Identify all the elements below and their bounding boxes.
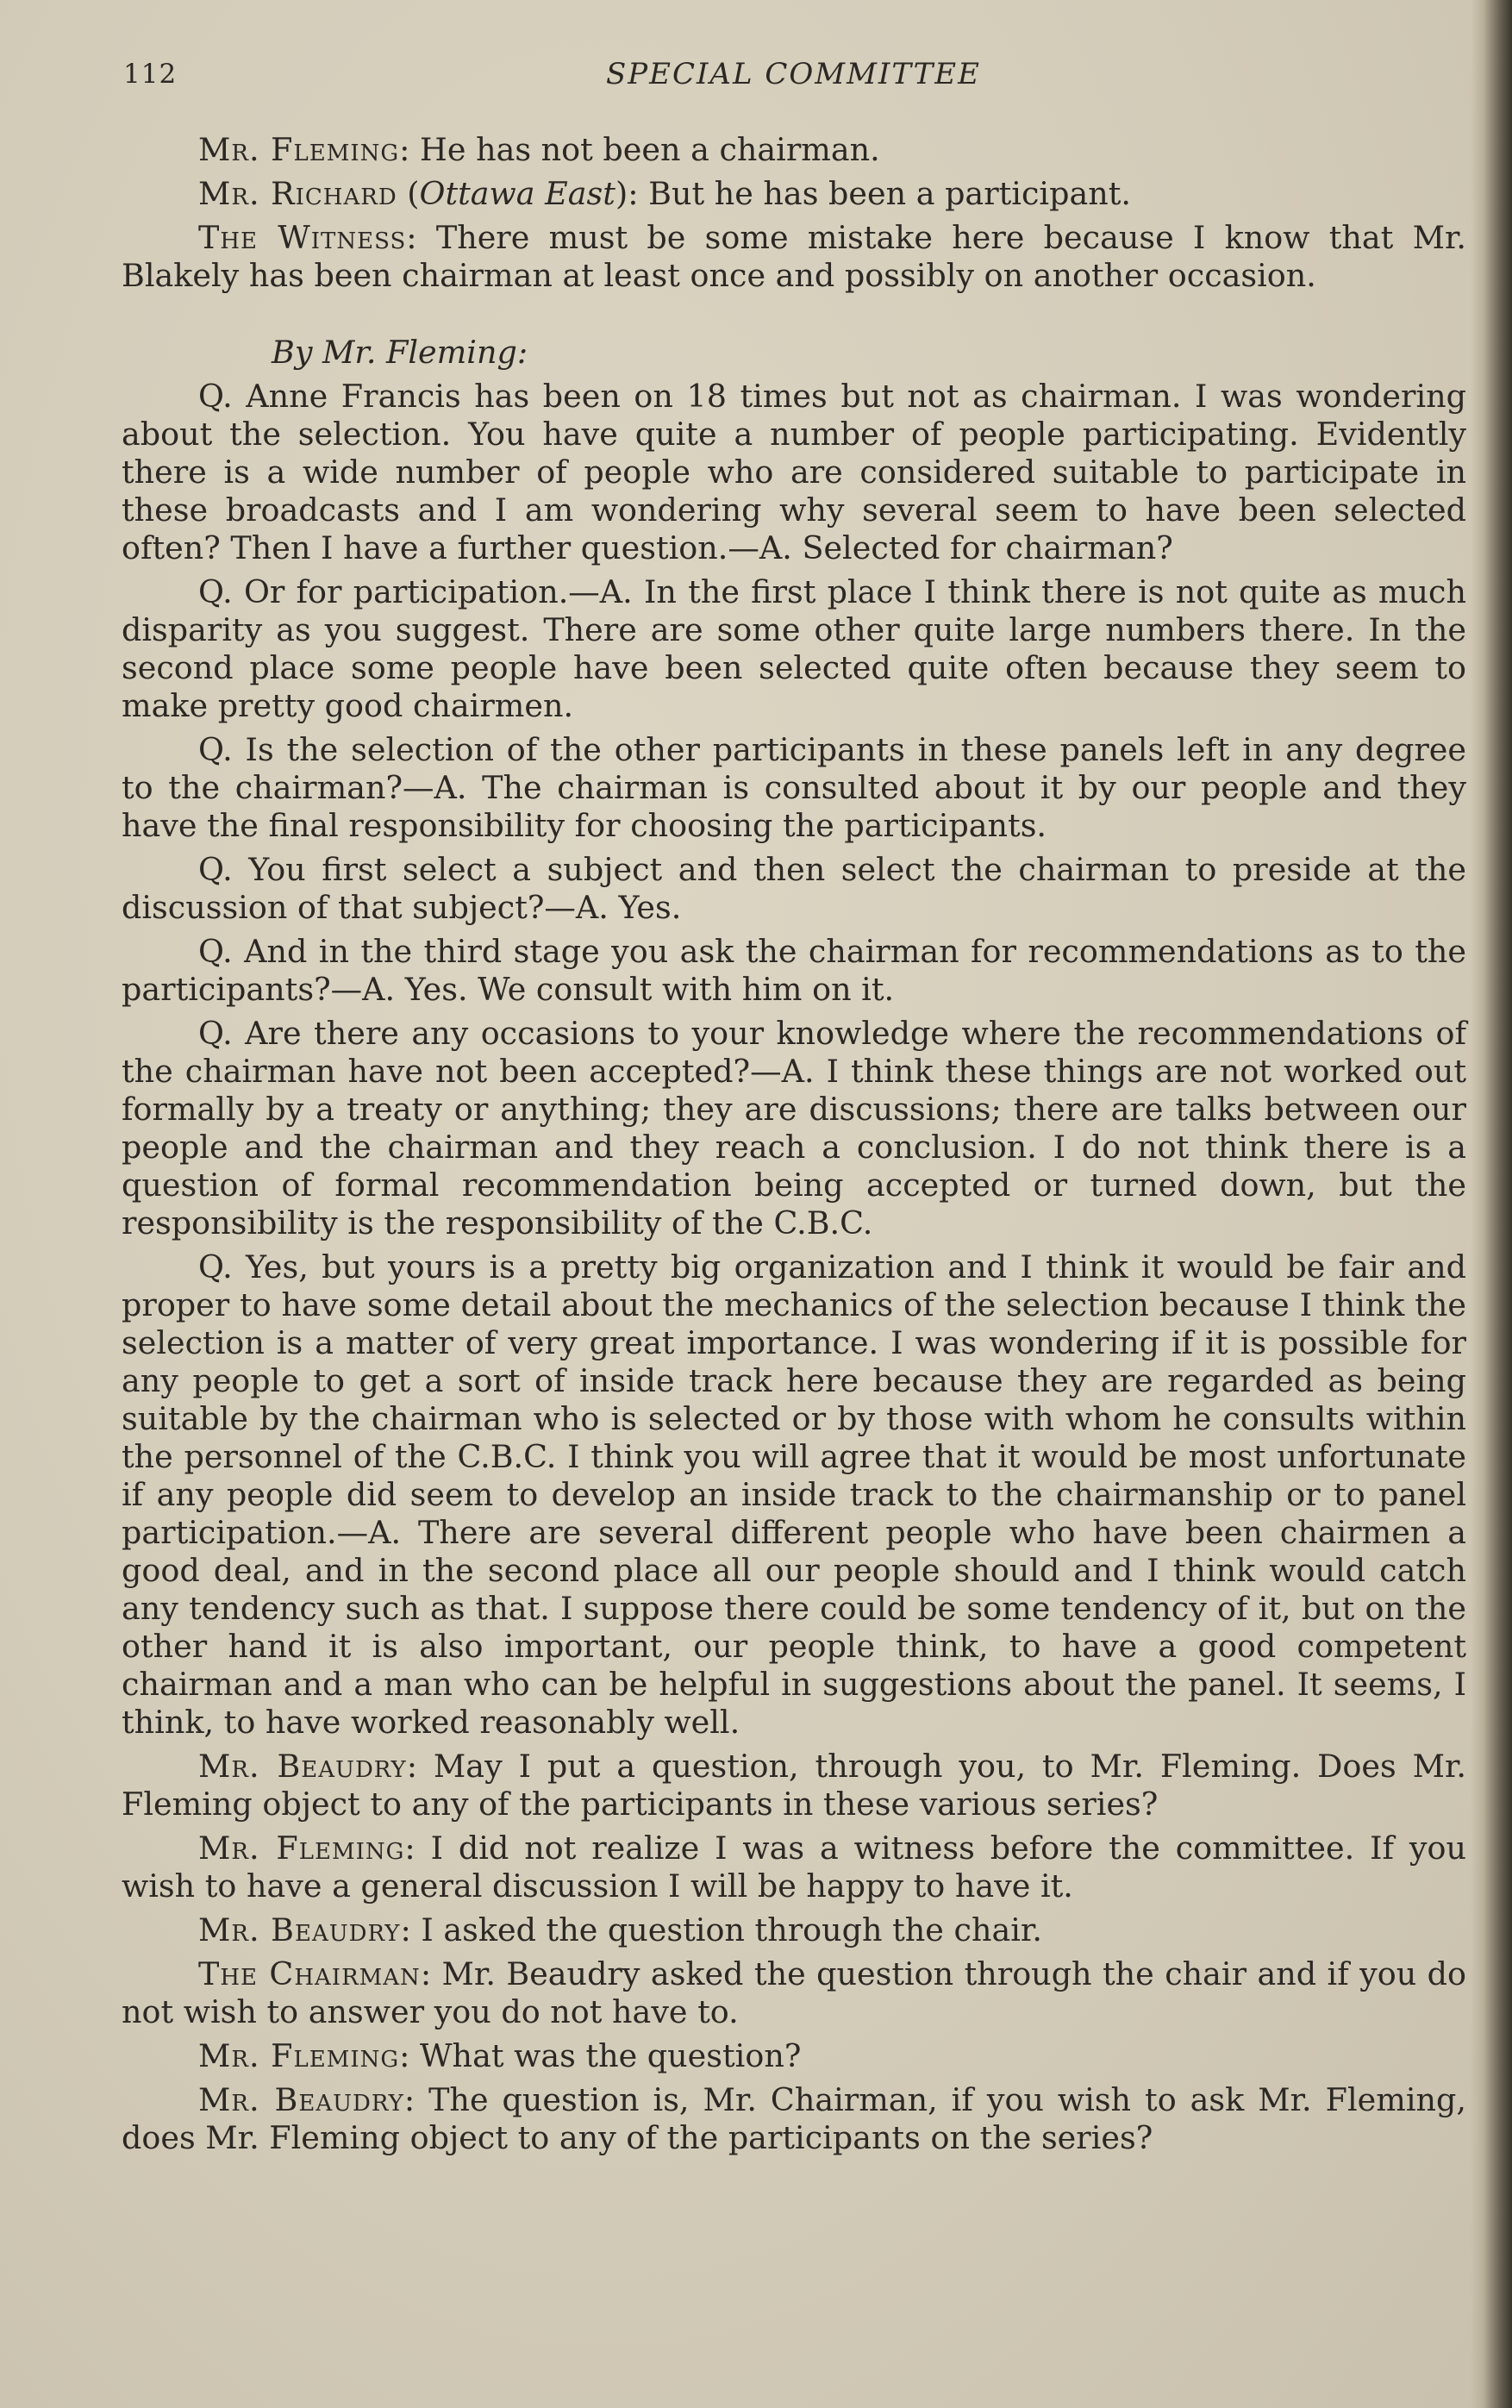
paragraph-2	[122, 175, 1466, 213]
speaker-name: The Witness	[198, 219, 407, 256]
question-answer-3: Q. Is the selection of the other participants in these panels left in any degree to the chairman?—A. The chairman is consulted about it by our people and they have the final responsibility for choosing the participants.	[122, 731, 1466, 844]
speech-text: : I asked the question through the chair.	[400, 1911, 1042, 1948]
speaker-name: Mr. Fleming	[198, 131, 400, 168]
question-answer-1: Q. Anne Francis has been on 18 times but not as chairman. I was wondering about the selection. You have quite a number of people participating. Evidently there is a wide number of people who are considered suitable to participate in these broadcasts and I am wondering why several seem to have been selected often? Then I have a further question.—A. Selected for chairman?	[122, 378, 1466, 566]
paragraph-3	[122, 219, 1466, 295]
speaker-name: Mr. Fleming	[198, 2037, 400, 2074]
paragraph-beaudry-2	[122, 1911, 1466, 1949]
speaker-name: The Chairman	[198, 1955, 421, 1992]
paragraph-fleming-2	[122, 1829, 1466, 1905]
question-answer-7: Q. Yes, but yours is a pretty big organization and I think it would be fair and proper to have some detail about the mechanics of the selection because I think the selection is a matter of very great importance. I was wondering if it is possible for any people to get a sort of inside track here because they are regarded as being suitable by the chairman who is selected or by those with whom he consults within the personnel of the C.B.C. I think you will agree that it would be most unfortunate if any people did seem to develop an inside track to the chairmanship or to panel participation.—A. There are several different people who have been chairmen a good deal, and in the second place all our people should and I think would catch any tendency such as that. I suppose there could be some tendency of it, but on the other hand it is also important, our people think, to have a good competent chairman and a man who can be helpful in suggestions about the panel. It seems, I think, to have worked reasonably well.	[122, 1248, 1466, 1741]
speech-text: : Mr. Beaudry asked the question through the chair and if you do not wish to answer you do not have to.	[122, 1955, 1466, 2030]
paragraph-chairman	[122, 1955, 1466, 2031]
question-answer-6: Q. Are there any occasions to your knowledge where the recommendations of the chairman have not been accepted?—A. I think these things are not worked out formally by a treaty or anything; they are discussions; there are talks between our people and the chairman and they reach a conclusion. I do not think there is a question of formal recommendation being accepted or turned down, but the responsibility is the responsibility of the C.B.C.	[122, 1015, 1466, 1242]
speaker-name: Mr. Beaudry	[198, 2081, 404, 2118]
paragraph-beaudry-3	[122, 2081, 1466, 2157]
riding-name: Ottawa East	[419, 175, 615, 212]
section-gap	[122, 301, 1466, 334]
speech-text: : But he has been a participant.	[628, 175, 1132, 212]
speaker-name: Mr. Richard	[198, 175, 397, 212]
speech-text: : There must be some mistake here because I know that Mr. Blakely has been chairman at least once and possibly on another occasion.	[122, 219, 1467, 294]
paragraph-fleming-3	[122, 2037, 1466, 2075]
running-head: SPECIAL COMMITTEE	[606, 57, 981, 91]
question-answer-4: Q. You first select a subject and then select the chairman to preside at the discussion of that subject?—A. Yes.	[122, 851, 1466, 926]
page-number: 112	[123, 59, 178, 90]
speaker-name: Mr. Fleming	[198, 1829, 405, 1867]
question-answer-2: Q. Or for participation.—A. In the first place I think there is not quite as much disparity as you suggest. There are some other quite large numbers there. In the second place some people have been selected quite often because they seem to make pretty good chairmen.	[122, 573, 1466, 724]
speaker-name: Mr. Beaudry	[198, 1748, 407, 1785]
question-answer-5: Q. And in the third stage you ask the chairman for recommendations as to the participants?—A. Yes. We consult with him on it.	[122, 933, 1466, 1008]
paren-open: (	[397, 175, 420, 212]
speech-text: : He has not been a chairman.	[399, 131, 880, 168]
speaker-name: Mr. Beaudry	[198, 1911, 401, 1948]
paren-close: )	[615, 175, 628, 212]
page-body	[122, 131, 1466, 2163]
paragraph-beaudry-1	[122, 1748, 1466, 1823]
page-header	[123, 55, 1468, 98]
examiner-heading: By Mr. Fleming:	[272, 334, 528, 371]
speech-text: : I did not realize I was a witness before the committee. If you wish to have a general discussion I will be happy to have it.	[122, 1829, 1466, 1905]
page-binding-edge	[1471, 0, 1512, 2408]
speech-text: : The question is, Mr. Chairman, if you wish to ask Mr. Fleming, does Mr. Fleming object to any of the participants on the series?	[122, 2081, 1466, 2156]
speech-text: : What was the question?	[399, 2037, 802, 2074]
speech-text: : May I put a question, through you, to Mr. Fleming. Does Mr. Fleming object to any of the participants in these various series?	[122, 1748, 1466, 1823]
paragraph-1	[122, 131, 1466, 169]
